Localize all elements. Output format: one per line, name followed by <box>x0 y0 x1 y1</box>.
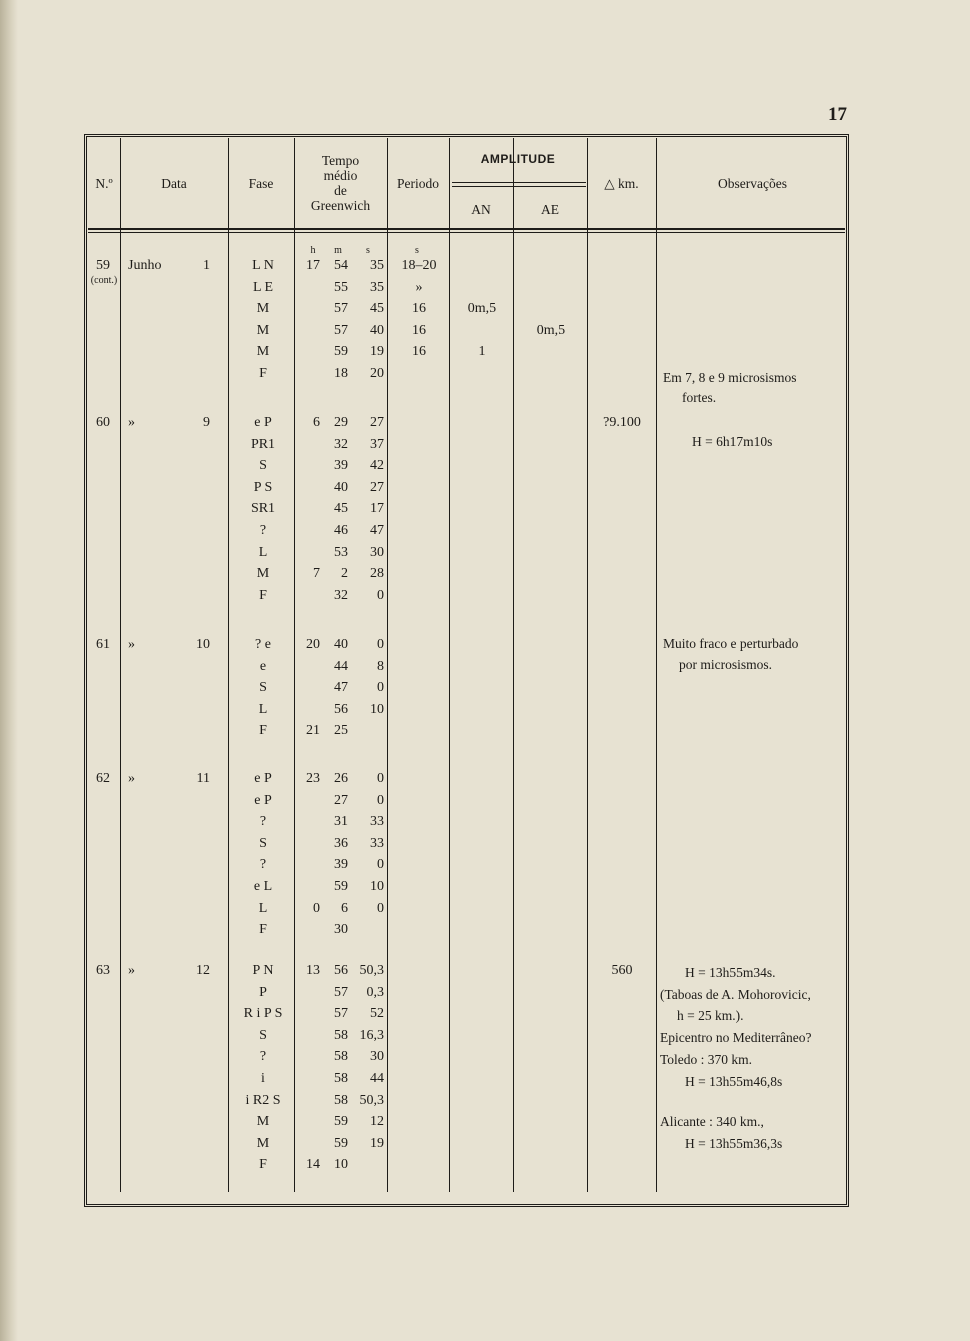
cell-seconds: 47 <box>370 523 384 538</box>
cell-minutes: 58 <box>334 1071 348 1086</box>
cell-fase: e L <box>253 879 273 894</box>
cell-fase: ? e <box>255 637 271 652</box>
cell-minutes: 26 <box>334 771 348 786</box>
header-amplitude: AMPLITUDE <box>480 152 556 166</box>
cell-seconds: 0 <box>377 793 384 808</box>
cell-seconds: 50,3 <box>359 1093 384 1108</box>
cell-hours: 20 <box>306 637 320 652</box>
cell-minutes: 57 <box>334 301 348 316</box>
cell-minutes: 53 <box>334 545 348 560</box>
cell-seconds: 17 <box>370 501 384 516</box>
cell-no: 62 <box>96 771 110 786</box>
cell-hours: 0 <box>313 901 320 916</box>
cell-seconds: 19 <box>370 344 384 359</box>
cell-seconds: 45 <box>370 301 384 316</box>
cell-fase: M <box>256 323 270 338</box>
cell-fase: M <box>256 344 270 359</box>
cell-fase: L <box>258 901 268 916</box>
cell-hours: 23 <box>306 771 320 786</box>
cell-seconds: 33 <box>370 836 384 851</box>
cell-minutes: 29 <box>334 415 348 430</box>
cell-minutes: 25 <box>334 723 348 738</box>
cell-fase: e P <box>254 793 272 808</box>
cell-fase: P <box>259 985 267 1000</box>
cell-fase: i R2 S <box>245 1093 281 1108</box>
cell-minutes: 59 <box>334 1136 348 1151</box>
header-periodo: Periodo <box>397 176 439 191</box>
cell-minutes: 47 <box>334 680 348 695</box>
cell-hours: 7 <box>313 566 320 581</box>
cell-seconds: 0 <box>377 901 384 916</box>
amplitude-rule <box>452 186 586 187</box>
cell-minutes: 58 <box>334 1093 348 1108</box>
cell-minutes: 10 <box>334 1157 348 1172</box>
cell-an: 0m,5 <box>467 301 497 316</box>
cell-minutes: 58 <box>334 1049 348 1064</box>
cell-hours: 17 <box>306 258 320 273</box>
header-tempo-4: Greenwich <box>310 198 371 213</box>
cell-seconds: 52 <box>370 1006 384 1021</box>
cell-fase: M <box>256 301 270 316</box>
cell-minutes: 27 <box>334 793 348 808</box>
cell-seconds: 0 <box>377 588 384 603</box>
cell-no: 60 <box>96 415 110 430</box>
observation-63-line3: h = 25 km.). <box>677 1008 744 1023</box>
cell-fase: S <box>259 680 267 695</box>
cell-continuation-note: (cont.) <box>90 275 118 286</box>
observation-61-line1: Muito fraco e perturbado <box>663 636 799 651</box>
unit-seconds: s <box>366 245 370 256</box>
cell-seconds: 37 <box>370 437 384 452</box>
cell-delta-km: ?9.100 <box>603 415 641 430</box>
cell-fase: i <box>261 1071 265 1086</box>
observation-63-line1: H = 13h55m34s. <box>685 965 776 980</box>
cell-month: » <box>128 637 135 652</box>
cell-fase: S <box>259 836 267 851</box>
observation-59-line2: fortes. <box>682 390 717 405</box>
cell-fase: P N <box>252 963 274 978</box>
cell-minutes: 6 <box>341 901 348 916</box>
header-ae: AE <box>541 202 559 217</box>
cell-minutes: 58 <box>334 1028 348 1043</box>
header-fase: Fase <box>248 176 274 191</box>
cell-seconds: 28 <box>370 566 384 581</box>
cell-seconds: 10 <box>370 879 384 894</box>
cell-seconds: 0 <box>377 680 384 695</box>
cell-fase: e P <box>254 415 272 430</box>
header-rule <box>88 232 845 233</box>
cell-seconds: 30 <box>370 1049 384 1064</box>
observation-63-line6: H = 13h55m46,8s <box>685 1074 783 1089</box>
cell-periodo: 16 <box>412 301 426 316</box>
observation-61-line2: por microsismos. <box>679 657 772 672</box>
observation-63-line4: Epicentro no Mediterrâneo? <box>660 1030 812 1045</box>
cell-hours: 21 <box>306 723 320 738</box>
column-rule <box>513 138 514 1192</box>
page-number: 17 <box>828 104 847 125</box>
cell-ae: 0m,5 <box>536 323 566 338</box>
cell-no: 59 <box>96 258 110 273</box>
cell-seconds: 0 <box>377 857 384 872</box>
cell-day: 10 <box>196 637 210 652</box>
cell-seconds: 0,3 <box>366 985 384 1000</box>
observation-63-line2: (Taboas de A. Mohorovicic, <box>660 987 811 1002</box>
header-an: AN <box>471 202 491 217</box>
cell-seconds: 27 <box>370 415 384 430</box>
cell-seconds: 30 <box>370 545 384 560</box>
cell-fase: R i P S <box>243 1006 283 1021</box>
cell-fase: ? <box>259 814 267 829</box>
column-rule <box>228 138 229 1192</box>
cell-minutes: 46 <box>334 523 348 538</box>
page-binding-edge <box>0 0 18 1341</box>
observation-60: H = 6h17m10s <box>692 434 773 449</box>
cell-fase: L <box>258 702 268 717</box>
cell-periodo: 16 <box>412 344 426 359</box>
cell-fase: F <box>259 723 267 738</box>
cell-day: 11 <box>196 771 210 786</box>
observation-63-line5: Toledo : 370 km. <box>660 1052 753 1067</box>
header-no: N.º <box>95 176 113 191</box>
cell-periodo: 16 <box>412 323 426 338</box>
cell-minutes: 32 <box>334 437 348 452</box>
unit-minutes: m <box>334 245 342 256</box>
cell-fase: e P <box>254 771 272 786</box>
amplitude-rule <box>452 182 586 183</box>
unit-period-seconds: s <box>415 245 419 256</box>
header-tempo-1: Tempo <box>321 153 360 168</box>
cell-minutes: 2 <box>341 566 348 581</box>
header-observacoes: Observações <box>718 176 787 191</box>
cell-fase: S <box>259 458 267 473</box>
cell-seconds: 50,3 <box>359 963 384 978</box>
cell-month: » <box>128 415 135 430</box>
column-rule <box>387 138 388 1192</box>
cell-minutes: 45 <box>334 501 348 516</box>
cell-seconds: 19 <box>370 1136 384 1151</box>
cell-an: 1 <box>478 344 486 359</box>
cell-minutes: 59 <box>334 879 348 894</box>
observation-63-line8: H = 13h55m36,3s <box>685 1136 783 1151</box>
cell-hours: 14 <box>306 1157 320 1172</box>
cell-day: 9 <box>203 415 210 430</box>
cell-seconds: 8 <box>377 659 384 674</box>
cell-fase: F <box>259 588 267 603</box>
cell-seconds: 12 <box>370 1114 384 1129</box>
cell-fase: ? <box>259 1049 267 1064</box>
header-rule <box>88 228 845 230</box>
cell-seconds: 35 <box>370 258 384 273</box>
cell-minutes: 56 <box>334 702 348 717</box>
cell-fase: SR1 <box>250 501 276 516</box>
cell-minutes: 40 <box>334 637 348 652</box>
cell-minutes: 32 <box>334 588 348 603</box>
cell-seconds: 0 <box>377 771 384 786</box>
cell-periodo: 18–20 <box>401 258 437 273</box>
cell-minutes: 55 <box>334 280 348 295</box>
cell-no: 63 <box>96 963 110 978</box>
cell-month: » <box>128 963 135 978</box>
cell-fase: M <box>256 1114 270 1129</box>
cell-delta-km: 560 <box>611 963 633 978</box>
cell-fase: L <box>258 545 268 560</box>
cell-minutes: 18 <box>334 366 348 381</box>
cell-fase: F <box>259 922 267 937</box>
unit-hours: h <box>310 245 316 256</box>
cell-seconds: 0 <box>377 637 384 652</box>
column-rule <box>656 138 657 1192</box>
cell-seconds: 27 <box>370 480 384 495</box>
cell-month: Junho <box>128 258 162 273</box>
cell-fase: M <box>256 566 270 581</box>
column-rule <box>587 138 588 1192</box>
cell-fase: e <box>259 659 267 674</box>
cell-month: » <box>128 771 135 786</box>
cell-minutes: 40 <box>334 480 348 495</box>
cell-minutes: 57 <box>334 323 348 338</box>
cell-minutes: 36 <box>334 836 348 851</box>
cell-seconds: 40 <box>370 323 384 338</box>
cell-fase: ? <box>259 857 267 872</box>
column-rule <box>449 138 450 1192</box>
cell-minutes: 39 <box>334 857 348 872</box>
cell-minutes: 54 <box>334 258 348 273</box>
cell-minutes: 39 <box>334 458 348 473</box>
cell-fase: F <box>259 1157 267 1172</box>
cell-minutes: 31 <box>334 814 348 829</box>
cell-day: 1 <box>203 258 210 273</box>
cell-fase: PR1 <box>250 437 276 452</box>
cell-hours: 6 <box>313 415 320 430</box>
cell-seconds: 35 <box>370 280 384 295</box>
header-tempo-3: de <box>334 183 347 198</box>
column-rule <box>294 138 295 1192</box>
cell-minutes: 57 <box>334 985 348 1000</box>
cell-no: 61 <box>96 637 110 652</box>
header-tempo-2: médio <box>323 168 358 183</box>
cell-minutes: 30 <box>334 922 348 937</box>
cell-fase: ? <box>259 523 267 538</box>
header-data: Data <box>161 176 187 191</box>
cell-seconds: 44 <box>370 1071 384 1086</box>
cell-fase: L E <box>252 280 274 295</box>
cell-minutes: 59 <box>334 344 348 359</box>
cell-minutes: 56 <box>334 963 348 978</box>
cell-minutes: 57 <box>334 1006 348 1021</box>
column-rule <box>120 138 121 1192</box>
cell-seconds: 20 <box>370 366 384 381</box>
cell-seconds: 42 <box>370 458 384 473</box>
cell-minutes: 59 <box>334 1114 348 1129</box>
cell-day: 12 <box>196 963 210 978</box>
cell-fase: F <box>259 366 267 381</box>
cell-seconds: 16,3 <box>359 1028 384 1043</box>
cell-fase: L N <box>252 258 274 273</box>
observation-63-line7: Alicante : 340 km., <box>660 1114 764 1129</box>
cell-fase: M <box>256 1136 270 1151</box>
cell-periodo: » <box>415 280 423 295</box>
cell-fase: S <box>259 1028 267 1043</box>
header-delta-km: △ km. <box>604 176 639 191</box>
cell-seconds: 33 <box>370 814 384 829</box>
cell-seconds: 10 <box>370 702 384 717</box>
cell-minutes: 44 <box>334 659 348 674</box>
cell-hours: 13 <box>306 963 320 978</box>
observation-59-line1: Em 7, 8 e 9 microsismos <box>663 370 797 385</box>
cell-fase: P S <box>253 480 273 495</box>
